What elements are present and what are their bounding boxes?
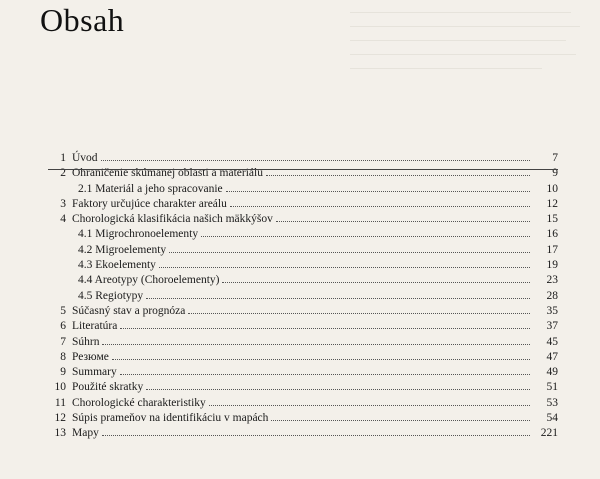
toc-entry-page: 53	[546, 396, 558, 409]
dot-leader	[230, 205, 530, 207]
dot-leader	[271, 419, 530, 421]
toc-entry-title: 4.4 Areotypy (Choroelementy)	[78, 274, 220, 287]
dot-leader	[226, 190, 530, 192]
toc-entry-title: Literatúra	[72, 320, 118, 333]
dot-leader	[101, 159, 530, 161]
toc-entry-page: 28	[546, 289, 558, 302]
toc-entry-page: 19	[546, 259, 558, 272]
toc-entry-title: Použité skratky	[72, 381, 144, 394]
dot-leader	[102, 343, 530, 345]
toc-entry-number: 6	[60, 320, 66, 333]
dot-leader	[266, 174, 530, 176]
show-through-decoration	[280, 0, 600, 110]
toc-entry-title: Súhrn	[72, 335, 100, 348]
toc-entry-number: 9	[60, 366, 66, 379]
toc-entry-page: 15	[546, 213, 558, 226]
toc-entry-page: 7	[552, 152, 558, 164]
toc-entry	[40, 182, 558, 197]
dot-leader	[276, 220, 530, 222]
toc-entry-number: 8	[60, 350, 66, 363]
divider	[48, 169, 558, 170]
toc-entry-title: Súčasný stav a prognóza	[72, 304, 186, 317]
toc-entry-page: 17	[546, 243, 558, 256]
toc-entry-title: Mapy	[72, 427, 99, 440]
toc-entry-title: Súpis prameňov na identifikáciu v mapách	[72, 412, 269, 425]
toc-entry	[40, 273, 558, 288]
toc-entry-number: 1	[60, 152, 66, 164]
dot-leader	[209, 404, 530, 406]
dot-leader	[102, 434, 530, 436]
toc-entry-page: 47	[546, 350, 558, 363]
toc-entry-number: 3	[60, 197, 66, 210]
toc-entry-number: 11	[54, 396, 66, 409]
dot-leader	[159, 266, 530, 268]
dot-leader	[120, 373, 530, 375]
toc-entry-number: 5	[60, 304, 66, 317]
toc-entry-title: 4.3 Ekoelementy	[78, 259, 156, 272]
toc-entry-title: 4.2 Migroelementy	[78, 243, 167, 256]
toc-entry-page: 49	[546, 366, 558, 379]
toc-entry-page: 35	[546, 304, 558, 317]
toc-entry	[40, 151, 558, 166]
toc-entry-title: Chorologická klasifikácia našich mäkkýšov	[72, 213, 273, 226]
dot-leader	[201, 235, 530, 237]
toc-entry-number: 4	[60, 213, 66, 226]
toc-entry-number: 7	[60, 335, 66, 348]
table-of-contents	[40, 151, 558, 442]
toc-entry-page: 54	[546, 412, 558, 425]
toc-entry	[40, 197, 558, 212]
toc-entry	[40, 258, 558, 273]
toc-entry-title: 4.5 Regiotypy	[78, 289, 144, 302]
dot-leader	[188, 312, 530, 314]
toc-entry-page: 10	[546, 182, 558, 195]
dot-leader	[146, 388, 530, 390]
show-through-lines	[350, 6, 590, 82]
toc-entry-title: Faktory určujúce charakter areálu	[72, 197, 227, 210]
toc-entry	[40, 365, 558, 380]
toc-entry-page: 12	[546, 197, 558, 210]
toc-entry	[40, 304, 558, 319]
toc-entry	[40, 411, 558, 426]
dot-leader	[146, 297, 530, 299]
toc-entry	[40, 396, 558, 411]
dot-leader	[222, 281, 530, 283]
toc-entry-title: Summary	[72, 366, 117, 379]
toc-entry-page: 51	[546, 381, 558, 394]
toc-entry-title: 4.1 Migrochronoelementy	[78, 228, 199, 241]
toc-entry	[40, 426, 558, 441]
toc-entry-number: 2	[60, 167, 66, 180]
toc-entry-number: 10	[54, 381, 66, 394]
toc-entry	[40, 227, 558, 242]
toc-entry-title: 2.1 Materiál a jeho spracovanie	[78, 182, 223, 195]
toc-entry-page: 221	[540, 427, 558, 440]
toc-entry	[40, 380, 558, 395]
toc-entry	[40, 350, 558, 365]
toc-entry-page: 45	[546, 335, 558, 348]
toc-entry-number: 12	[54, 412, 66, 425]
toc-entry-title: Úvod	[72, 152, 98, 164]
toc-entry-title: Ohraničenie skúmanej oblasti a materiálu	[72, 167, 263, 180]
toc-entry	[40, 335, 558, 350]
toc-entry-page: 16	[546, 228, 558, 241]
toc-entry	[40, 212, 558, 227]
toc-entry	[40, 289, 558, 304]
toc-entry-title: Резюме	[72, 350, 109, 363]
toc-entry	[40, 243, 558, 258]
toc-entry-page: 37	[546, 320, 558, 333]
dot-leader	[169, 251, 530, 253]
toc-entry-page: 23	[546, 274, 558, 287]
dot-leader	[112, 358, 530, 360]
toc-entry-page: 9	[552, 167, 558, 180]
dot-leader	[120, 327, 530, 329]
toc-entry	[40, 319, 558, 334]
page-title: Obsah	[40, 2, 125, 38]
toc-entry-title: Chorologické charakteristiky	[72, 396, 206, 409]
toc-entry-number: 13	[54, 427, 66, 440]
